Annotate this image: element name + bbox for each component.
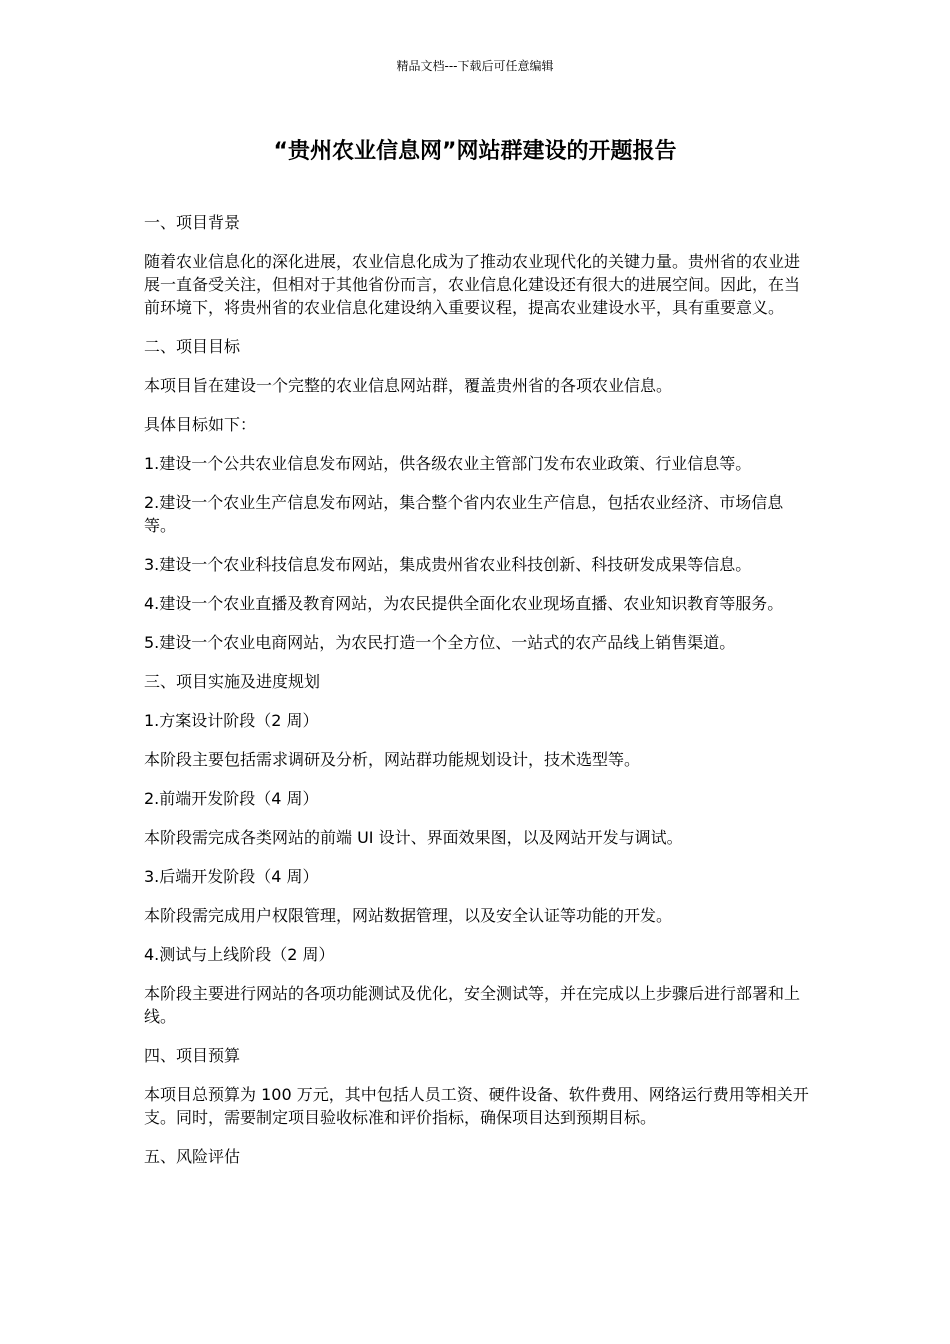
phase-description-frontend: 本阶段需完成各类网站的前端 UI 设计、界面效果图，以及网站开发与调试。 [144,828,683,847]
section-heading-budget: 四、项目预算 [144,1046,241,1065]
page-header: 精品文档---下载后可任意编辑 [396,59,554,73]
paragraph-goals-intro: 本项目旨在建设一个完整的农业信息网站群，覆盖贵州省的各项农业信息。 [144,376,673,395]
section-heading-risk: 五、风险评估 [144,1147,241,1166]
list-item-goal-5: 5.建设一个农业电商网站，为农民打造一个全方位、一站式的农产品线上销售渠道。 [144,633,736,652]
list-item-goal-2: 2.建设一个农业生产信息发布网站，集合整个省内农业生产信息，包括农业经济、市场信息等。 [144,493,784,535]
list-item-goal-3: 3.建设一个农业科技信息发布网站，集成贵州省农业科技创新、科技研发成果等信息。 [144,555,752,574]
phase-heading-testing: 4.测试与上线阶段（2 周） [144,945,335,964]
paragraph-goals-list-intro: 具体目标如下： [144,415,257,434]
phase-description-testing: 本阶段主要进行网站的各项功能测试及优化，安全测试等，并在完成以上步骤后进行部署和上线。 [144,984,801,1026]
list-item-goal-4: 4.建设一个农业直播及教育网站，为农民提供全面化农业现场直播、农业知识教育等服务。 [144,594,784,613]
list-item-goal-1: 1.建设一个公共农业信息发布网站，供各级农业主管部门发布农业政策、行业信息等。 [144,454,752,473]
paragraph-budget: 本项目总预算为 100 万元，其中包括人员工资、硬件设备、软件费用、网络运行费用等相关开支。同时，需要制定项目验收标准和评价指标，确保项目达到预期目标。 [144,1085,809,1127]
section-heading-goals: 二、项目目标 [144,337,241,356]
phase-description-design: 本阶段主要包括需求调研及分析，网站群功能规划设计，技术选型等。 [144,750,641,769]
section-heading-schedule: 三、项目实施及进度规划 [144,672,321,691]
paragraph-background: 随着农业信息化的深化进展，农业信息化成为了推动农业现代化的关键力量。贵州省的农业进展一直备受关注，但相对于其他省份而言，农业信息化建设还有很大的进展空间。因此，在当前环境下，将贵州省的农业信息化建设纳入重要议程，提高农业建设水平，具有重要意义。 [144,252,801,317]
section-heading-background: 一、项目背景 [144,213,241,232]
document-body [144,211,812,1184]
phase-heading-backend: 3.后端开发阶段（4 周） [144,867,319,886]
phase-description-backend: 本阶段需完成用户权限管理，网站数据管理，以及安全认证等功能的开发。 [144,906,673,925]
phase-heading-design: 1.方案设计阶段（2 周） [144,711,319,730]
document-title: “贵州农业信息网”网站群建设的开题报告 [273,139,677,164]
phase-heading-frontend: 2.前端开发阶段（4 周） [144,789,319,808]
